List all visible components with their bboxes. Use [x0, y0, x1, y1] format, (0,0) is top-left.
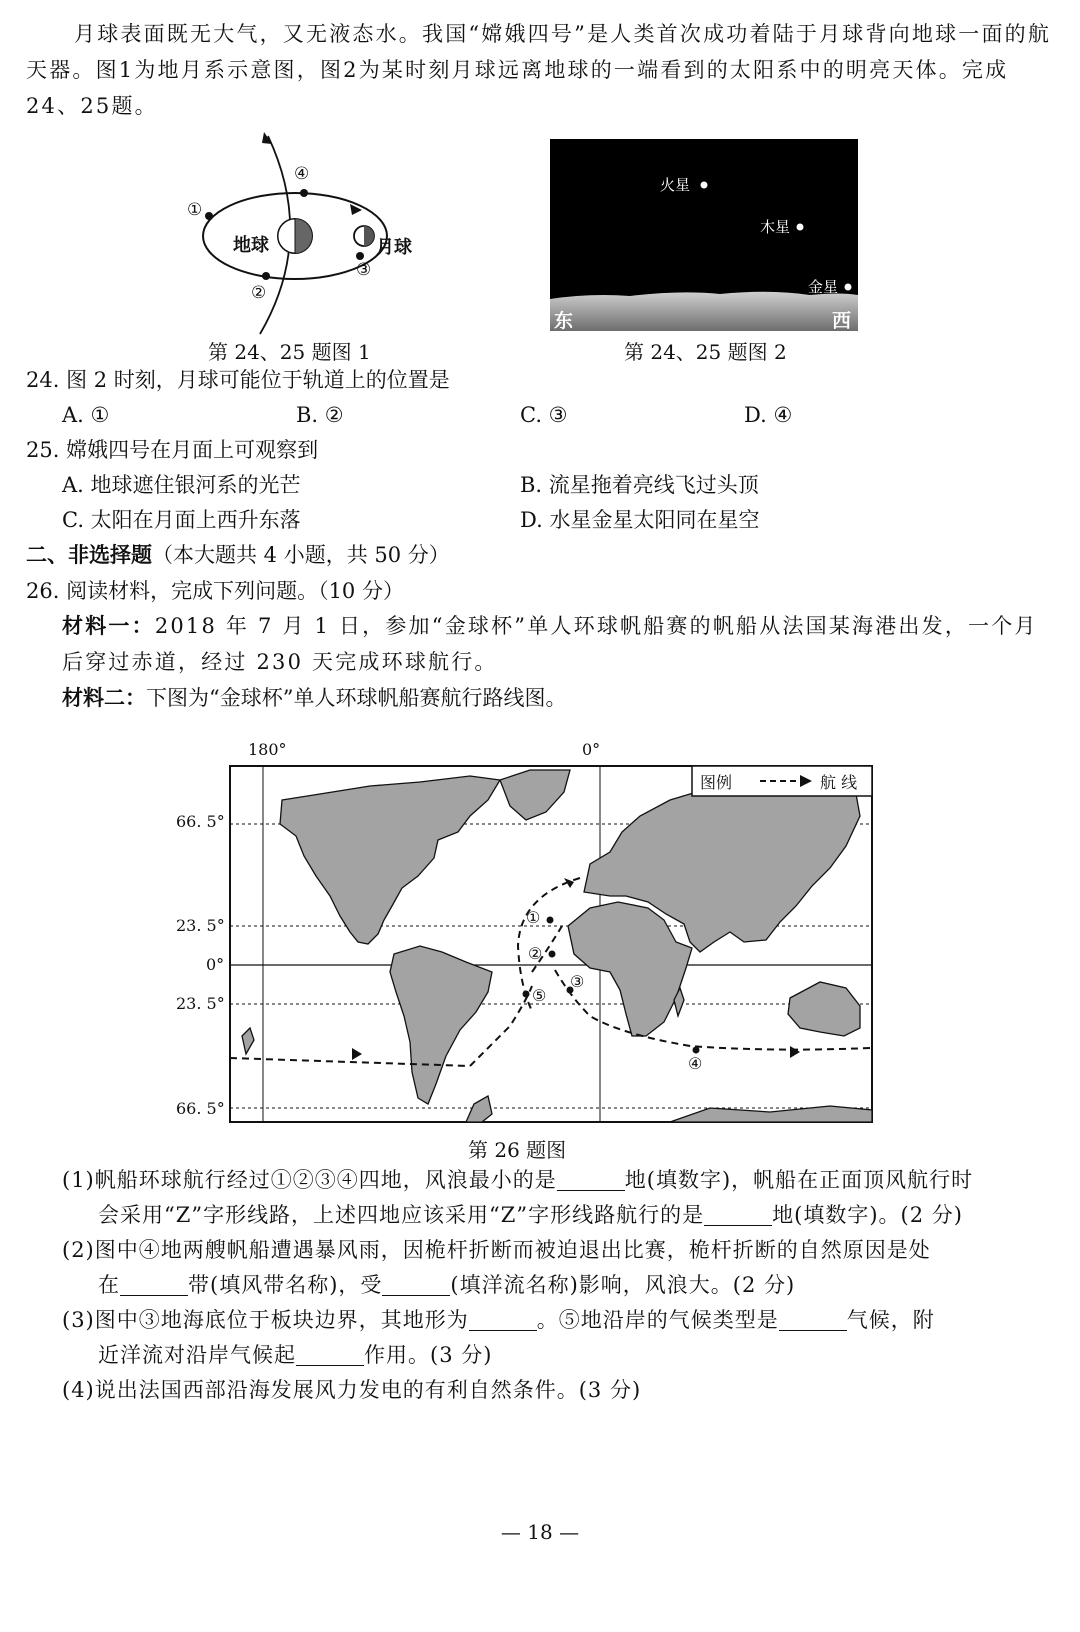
figure-2-caption: 第 24、25 题图 2 [624, 340, 787, 364]
q25-option-b: B. 流星拖着亮线飞过头顶 [520, 473, 759, 497]
position-1-label: ① [187, 200, 203, 220]
section-2-title: 二、非选择题 [26, 542, 152, 567]
point-2-label: ② [528, 944, 543, 963]
legend-item-label: 航 线 [820, 773, 858, 792]
point-2-dot [549, 951, 556, 958]
map-caption: 第 26 题图 [468, 1138, 567, 1162]
legend-title: 图例 [700, 773, 733, 792]
figure-1-earth-moon-diagram [178, 128, 438, 338]
q24-option-c: C. ③ [520, 403, 568, 427]
figure-2-sky-photo [550, 139, 858, 331]
jupiter-dot [797, 224, 804, 231]
q24-option-a: A. ① [62, 403, 110, 427]
mars-dot [701, 182, 708, 189]
moon-label: 月球 [376, 237, 412, 258]
sub-question-2-line-1: (2)图中④地两艘帆船遭遇暴风雨，因桅杆折断而被迫退出比赛，桅杆折断的自然原因是处 [62, 1238, 931, 1262]
section-2-note: （本大题共 4 小题，共 50 分） [152, 543, 450, 567]
lon-180-label: 180° [248, 740, 287, 759]
material-1-label: 材料一： [62, 613, 155, 638]
moon-night-side [364, 226, 374, 246]
answer-blank-1[interactable] [557, 1168, 625, 1191]
mars-label: 火星 [660, 176, 691, 194]
question-26-stem: 26. 阅读材料，完成下列问题。（10 分） [26, 579, 404, 603]
answer-blank-3[interactable] [120, 1273, 188, 1296]
page-number: — 18 — [500, 1520, 580, 1544]
west-label: 西 [832, 310, 852, 331]
earth-label: 地球 [233, 235, 269, 256]
lunar-surface-svg [550, 139, 858, 331]
lat-0-label: 0° [206, 955, 225, 974]
point-4-dot [693, 1047, 700, 1054]
sub-question-2-line-2: 在 带(填风带名称)，受 (填洋流名称)影响，风浪大。(2 分) [98, 1273, 796, 1297]
earth-night-side [295, 219, 312, 253]
position-3-dot [356, 252, 364, 260]
lat-66-south-label: 66. 5° [176, 1099, 225, 1118]
world-route-map [170, 736, 890, 1136]
question-25-stem: 25. 嫦娥四号在月面上可观察到 [26, 438, 319, 462]
sub-question-3-line-1: (3)图中③地海底位于板块边界，其地形为 。⑤地沿岸的气候类型是 气候，附 [62, 1308, 935, 1332]
venus-label: 金星 [808, 278, 839, 296]
east-label: 东 [554, 310, 574, 331]
intro-paragraph: 月球表面既无大气，又无液态水。我国“嫦娥四号”是人类首次成功着陆于月球背向地球一面的航天器。图1为地月系示意图，图2为某时刻月球远离地球的一端看到的太阳系中的明亮天体。完成24、25题。 [26, 22, 1052, 118]
q25-option-a: A. 地球遮住银河系的光芒 [62, 473, 301, 497]
material-1-text: 2018 年 7 月 1 日，参加“金球杯”单人环球帆船赛的帆船从法国某海港出发，一个月后穿过赤道，经过 230 天完成环球航行。 [62, 614, 1038, 674]
position-4-label: ④ [294, 164, 310, 184]
venus-dot [845, 284, 852, 291]
material-2-text: 下图为“金球杯”单人环球帆船赛航行路线图。 [146, 686, 567, 710]
sub-question-1-line-2: 会采用“Z”字形线路，上述四地应该采用“Z”字形线路航行的是 地(填数字)。(2 分) [98, 1203, 963, 1227]
orbit-arrow [262, 132, 272, 144]
point-4-label: ④ [688, 1054, 703, 1073]
lat-66-north-label: 66. 5° [176, 812, 225, 831]
figure-1-caption: 第 24、25 题图 1 [208, 340, 371, 364]
position-2-label: ② [251, 283, 267, 303]
q25-option-d: D. 水星金星太阳同在星空 [520, 508, 760, 532]
material-2 [62, 680, 566, 716]
point-1-dot [547, 917, 554, 924]
question-24-stem: 24. 图 2 时刻，月球可能位于轨道上的位置是 [26, 368, 450, 392]
sub-question-4: (4)说出法国西部沿海发展风力发电的有利自然条件。(3 分) [62, 1378, 642, 1402]
jupiter-label: 木星 [760, 218, 791, 236]
point-3-label: ③ [570, 972, 585, 991]
point-1-label: ① [526, 908, 541, 927]
lat-23-south-label: 23. 5° [176, 994, 225, 1013]
q25-option-c: C. 太阳在月面上西升东落 [62, 508, 301, 532]
q24-option-b: B. ② [296, 403, 344, 427]
map-svg [170, 736, 890, 1136]
lat-23-north-label: 23. 5° [176, 916, 225, 935]
sub-question-3-line-2: 近洋流对沿岸气候起 作用。(3 分) [98, 1343, 493, 1367]
sub-question-1-line-1: (1)帆船环球航行经过①②③④四地，风浪最小的是 地(填数字)，帆船在正面顶风航行时 [62, 1168, 974, 1192]
section-2-heading [26, 537, 450, 573]
point-5-dot [523, 991, 530, 998]
q24-option-d: D. ④ [744, 403, 793, 427]
point-5-label: ⑤ [532, 986, 547, 1005]
position-4-dot [300, 189, 308, 197]
answer-blank-7[interactable] [296, 1343, 364, 1366]
position-2-dot [262, 272, 270, 280]
position-1-dot [205, 212, 213, 220]
material-1 [62, 608, 1056, 680]
answer-blank-2[interactable] [704, 1203, 772, 1226]
material-2-label: 材料二： [62, 685, 146, 710]
answer-blank-6[interactable] [779, 1308, 847, 1331]
answer-blank-4[interactable] [382, 1273, 450, 1296]
position-3-label: ③ [356, 260, 372, 280]
lunar-horizon [550, 292, 858, 331]
answer-blank-5[interactable] [469, 1308, 537, 1331]
lon-0-label: 0° [582, 740, 601, 759]
